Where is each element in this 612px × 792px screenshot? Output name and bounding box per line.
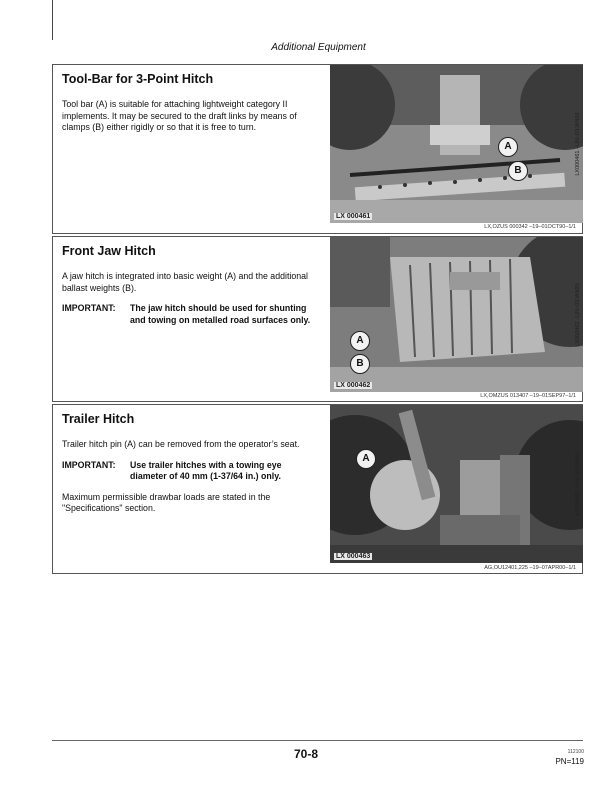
important-label: IMPORTANT: bbox=[62, 459, 116, 470]
reference-code: LX,OMZUS 013407 –19–01SEP97–1/1 bbox=[480, 393, 576, 399]
section-title: Tool-Bar for 3-Point Hitch bbox=[62, 72, 214, 86]
section-body bbox=[62, 99, 318, 143]
callout-a: A bbox=[350, 331, 370, 351]
section-title: Front Jaw Hitch bbox=[62, 244, 156, 258]
margin-rule bbox=[52, 0, 53, 40]
footer-code: 112100 bbox=[567, 749, 584, 755]
section-body bbox=[62, 439, 318, 524]
tool-bar-photo-graphic bbox=[330, 65, 583, 223]
body-text: A jaw hitch is integrated into basic weight (A) and the additional ballast weights (B). bbox=[62, 271, 308, 293]
side-code: LX000461 –UN–03JAN95 bbox=[575, 112, 581, 176]
page-number: 70-8 bbox=[293, 747, 319, 761]
callout-b: B bbox=[350, 354, 370, 374]
important-note bbox=[62, 460, 318, 483]
side-code: LX000463 –UN–03JAN95 bbox=[575, 452, 581, 516]
reference-code: LX,OZUS 000342 –19–01OCT90–1/1 bbox=[484, 224, 576, 230]
footer-rule bbox=[52, 740, 583, 741]
important-text: Use trailer hitches with a towing eye diameter of 40 mm (1-37/64 in.) only. bbox=[130, 459, 282, 481]
trailer-hitch-photo-graphic bbox=[330, 405, 583, 563]
important-note bbox=[62, 303, 318, 326]
body-text: Tool bar (A) is suitable for attaching lightweight category II implements. It may be secured to the draft links by means of clamps (B) either rigidly or so that it is free to turn. bbox=[62, 99, 297, 132]
callout-a: A bbox=[356, 449, 376, 469]
photo-front-jaw-hitch bbox=[330, 237, 583, 392]
reference-code: AG,OU12401,225 –19–07APR00–1/1 bbox=[484, 565, 576, 571]
body-text-2: Maximum permissible drawbar loads are stated in the "Specifications" section. bbox=[62, 491, 271, 513]
footer-pn: PN=119 bbox=[555, 757, 584, 766]
section-body bbox=[62, 271, 318, 335]
section-title: Trailer Hitch bbox=[62, 412, 135, 426]
photo-id: LX 000461 bbox=[336, 213, 371, 220]
photo-tool-bar bbox=[330, 65, 583, 223]
photo-trailer-hitch bbox=[330, 405, 583, 563]
body-text: Trailer hitch pin (A) can be removed from the operator’s seat. bbox=[62, 439, 300, 449]
important-text: The jaw hitch should be used for shunting and towing on metalled road surfaces only. bbox=[130, 303, 311, 325]
side-code: LX000462 –UN–03JAN95 bbox=[575, 282, 581, 347]
photo-id: LX 000463 bbox=[336, 553, 371, 560]
photo-id: LX 000462 bbox=[336, 382, 371, 389]
section-front-jaw-hitch bbox=[52, 236, 583, 402]
callout-b: B bbox=[508, 161, 528, 181]
section-tool-bar bbox=[52, 64, 583, 234]
important-label: IMPORTANT: bbox=[62, 303, 116, 313]
section-trailer-hitch bbox=[52, 404, 583, 574]
callout-a: A bbox=[498, 137, 518, 157]
page-header: Additional Equipment bbox=[271, 42, 366, 53]
